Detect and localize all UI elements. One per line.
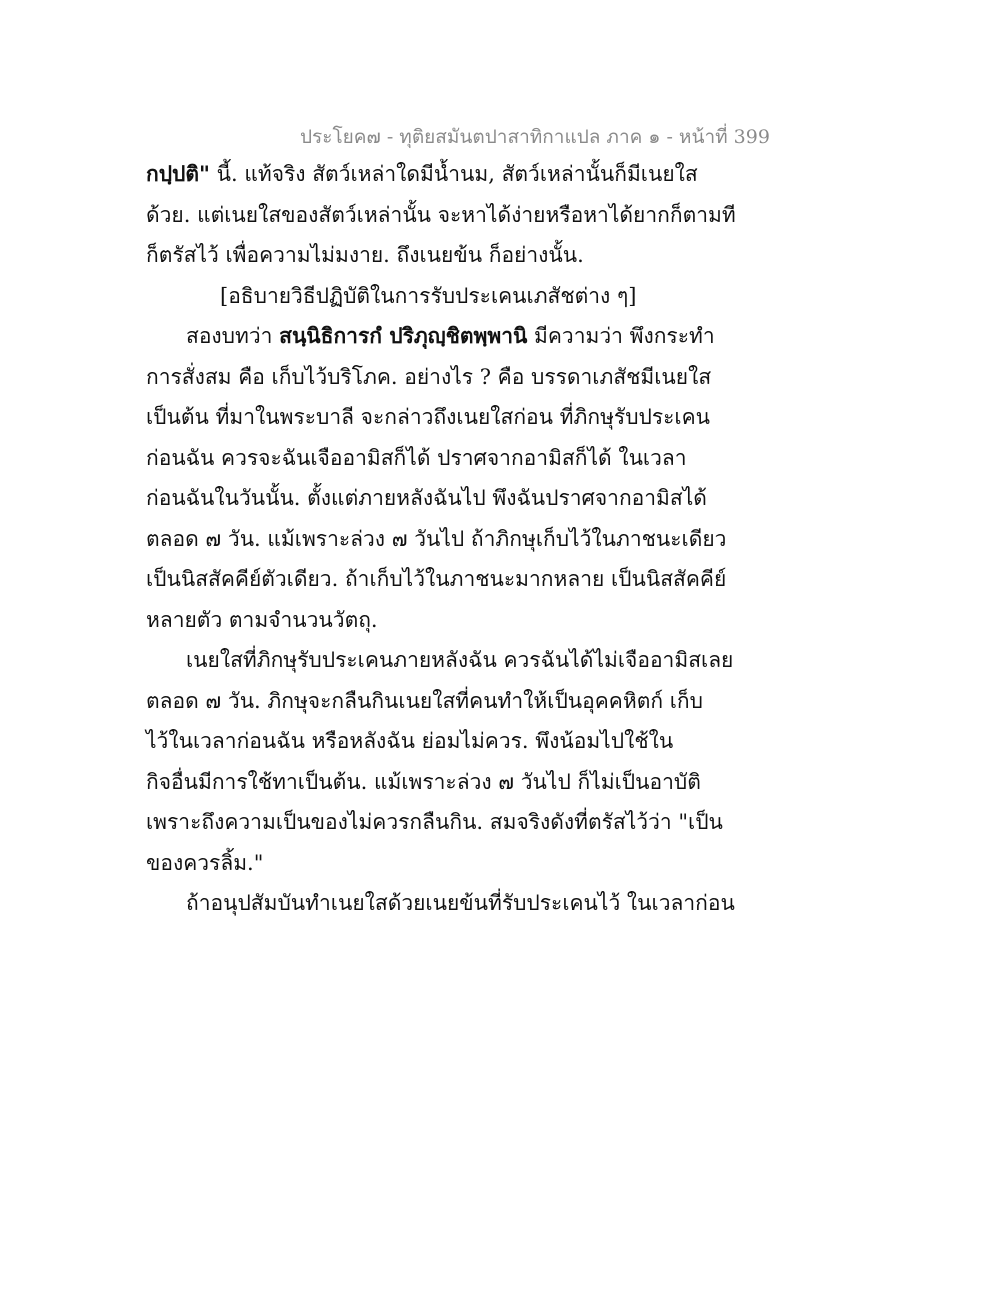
running-head: ประโยค๗ - ทุติยสมันตปาสาทิกาแปล ภาค ๑ - หน้าที่ 399 — [300, 126, 770, 148]
pali-term: กปฺปติ" — [146, 161, 210, 186]
text-line: ของควรลิ้ม." — [146, 850, 264, 875]
text-line: ก่อนฉัน ควรจะฉันเจืออามิสก็ได้ ปราศจากอามิสก็ได้ ในเวลา — [146, 445, 687, 470]
text-span: มีความว่า พึงกระทำ — [527, 324, 715, 348]
paragraph-start-line: เนยใสที่ภิกษุรับประเคนภายหลังฉัน ควรฉันได้ไม่เจืออามิสเลย — [186, 648, 734, 672]
pali-term: สนฺนิธิการกํ ปริภุญฺชิตพฺพานิ — [279, 323, 528, 348]
section-heading: [อธิบายวิธีปฏิบัติในการรับประเคนเภสัชต่าง ๆ] — [220, 283, 637, 308]
text-line: ด้วย. แต่เนยใสของสัตว์เหล่านั้น จะหาได้ง่ายหรือหาได้ยากก็ตามที — [146, 202, 736, 227]
text-line: ตลอด ๗ วัน. แม้เพราะล่วง ๗ วันไป ถ้าภิกษุเก็บไว้ในภาชนะเดียว — [146, 526, 727, 551]
text-line: กิจอื่นมีการใช้ทาเป็นต้น. แม้เพราะล่วง ๗ วันไป ก็ไม่เป็นอาบัติ — [146, 769, 701, 794]
text-line: ไว้ในเวลาก่อนฉัน หรือหลังฉัน ย่อมไม่ควร. พึงน้อมไปใช้ใน — [146, 729, 674, 753]
text-line: ตลอด ๗ วัน. ภิกษุจะกลืนกินเนยใสที่คนทำให้เป็นอุคคหิตก์ เก็บ — [146, 688, 703, 713]
text-line: เพราะถึงความเป็นของไม่ควรกลืนกิน. สมจริงดังที่ตรัสไว้ว่า "เป็น — [146, 810, 723, 834]
text-line: เป็นนิสสัคคีย์ตัวเดียว. ถ้าเก็บไว้ในภาชนะมากหลาย เป็นนิสสัคคีย์ — [146, 567, 727, 591]
body-text — [146, 154, 736, 924]
text-span: นี้. แท้จริง สัตว์เหล่าใดมีน้ำนม, สัตว์เหล่านั้นก็มีเนยใส — [209, 162, 698, 186]
text-line: ก่อนฉันในวันนั้น. ตั้งแต่ภายหลังฉันไป พึงฉันปราศจากอามิสได้ — [146, 486, 707, 510]
paragraph-start-line: ถ้าอนุปสัมบันทำเนยใสด้วยเนยข้นที่รับประเคนไว้ ในเวลาก่อน — [186, 891, 735, 915]
text-line: การสั่งสม คือ เก็บไว้บริโภค. อย่างไร ? คือ บรรดาเภสัชมีเนยใส — [146, 364, 712, 389]
text-line — [146, 154, 706, 195]
text-span: สองบทว่า — [186, 324, 280, 348]
paragraph-start-line — [146, 316, 715, 357]
text-line: หลายตัว ตามจำนวนวัตถุ. — [146, 607, 378, 632]
text-line: ก็ตรัสไว้ เพื่อความไม่มงาย. ถึงเนยข้น ก็อย่างนั้น. — [146, 243, 584, 267]
text-line: เป็นต้น ที่มาในพระบาลี จะกล่าวถึงเนยใสก่อน ที่ภิกษุรับประเคน — [146, 405, 710, 429]
